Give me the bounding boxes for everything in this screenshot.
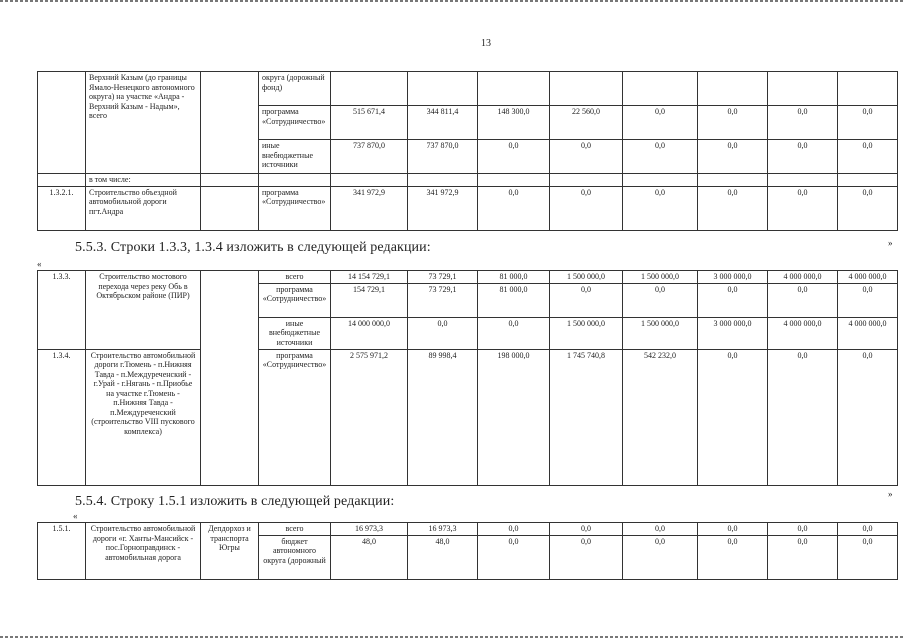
object-name: Строительство автомобильной дороги «г. Ханты-Мансийск - пос.Горноправдинск - автомобильная дорога [86, 523, 201, 580]
row-number: 1.3.3. [38, 271, 86, 350]
funding-source: программа «Сотрудничество» [259, 349, 331, 485]
table-continuation-1-3-2 [37, 71, 898, 231]
funding-source: программа «Сотрудничество» [259, 106, 331, 140]
table-row: иные внебюджетные источники 14 000 000,0 0,0 0,0 1 500 000,0 1 500 000,0 3 000 000,0 4 000 000,0 4 000 000,0 [38, 317, 898, 349]
table-row: иные внебюджетные источники 737 870,0 737 870,0 0,0 0,0 0,0 0,0 0,0 0,0 [38, 140, 898, 174]
object-name: Строительство автомобильной дороги г.Тюмень - п.Нижняя Тавда - п.Междуреченский - г.Урай - г.Нягань - п.Приобье на участке г.Тюмень - п.Нижняя Тавда - п.Междуреченский (строительство VIII пускового комплекса) [86, 349, 201, 485]
table-row: 1.3.3. Строительство мостового перехода через реку Обь в Октябрьском районе (ПИР) всего 14 154 729,1 73 729,1 81 000,0 1 500 000,0 1 500 000,0 3 000 000,0 4 000 000,0 4 000 000,0 [38, 271, 898, 284]
table-rows-1-3-3-1-3-4 [37, 270, 898, 486]
object-name: Строительство мостового перехода через реку Обь в Октябрьском районе (ПИР) [86, 271, 201, 350]
closing-quote: » [888, 489, 893, 499]
funding-source: программа «Сотрудничество» [259, 186, 331, 230]
table-row [38, 174, 898, 187]
table-row-1-5-1 [37, 522, 898, 580]
row-number: 1.3.4. [38, 349, 86, 485]
table-row: 1.3.4. Строительство автомобильной дороги г.Тюмень - п.Нижняя Тавда - п.Междуреченский - г.Урай - г.Нягань - п.Приобье на участке г.Тюмень - п.Нижняя Тавда - п.Междуреченский (строительство VIII пускового комплекса) программа «Сотрудничество» 2 575 971,2 89 998,4 198 000,0 1 745 740,8 542 232,0 0,0 0,0 0,0 [38, 349, 898, 485]
object-name: Строительство объездной автомобильной дороги пгт.Андра [86, 186, 201, 230]
table-row: программа «Сотрудничество» 515 671,4 344 811,4 148 300,0 22 560,0 0,0 0,0 0,0 0,0 [38, 106, 898, 140]
executor: Депдорхоз и транспорта Югры [201, 523, 259, 580]
table-row [38, 72, 898, 106]
table-row: 1.5.1. Строительство автомобильной дороги «г. Ханты-Мансийск - пос.Горноправдинск - автомобильная дорога Депдорхоз и транспорта Югры всего 16 973,3 16 973,3 0,0 0,0 0,0 0,0 0,0 0,0 [38, 523, 898, 536]
funding-source: всего [259, 523, 331, 536]
subheading-including: в том числе: [86, 174, 201, 187]
section-heading-5-5-3: 5.5.3. Строки 1.3.3, 1.3.4 изложить в следующей редакции: [75, 240, 431, 255]
row-number: 1.5.1. [38, 523, 86, 580]
object-name: Верхний Казым (до границы Ямало-Ненецкого автономного округа) на участке «Андра - Верхний Казым - Надым», всего [86, 72, 201, 174]
table-row: программа «Сотрудничество» 154 729,1 73 729,1 81 000,0 0,0 0,0 0,0 0,0 0,0 [38, 283, 898, 317]
opening-quote: « [73, 511, 78, 521]
funding-source: иные внебюджетные источники [259, 140, 331, 174]
row-number: 1.3.2.1. [38, 186, 86, 230]
page-number: 13 [481, 38, 491, 49]
funding-source: бюджет автономного округа (дорожный [259, 535, 331, 579]
table-row: бюджет автономного округа (дорожный 48,0 48,0 0,0 0,0 0,0 0,0 0,0 0,0 [38, 535, 898, 579]
section-heading-5-5-4: 5.5.4. Строку 1.5.1 изложить в следующей редакции: [75, 494, 395, 509]
closing-quote: » [888, 238, 893, 248]
funding-source: иные внебюджетные источники [259, 317, 331, 349]
top-scan-edge [0, 0, 905, 2]
funding-source: программа «Сотрудничество» [259, 283, 331, 317]
funding-source: округа (дорожный фонд) [259, 72, 331, 106]
opening-quote: « [37, 259, 42, 269]
funding-source: всего [259, 271, 331, 284]
table-row: 1.3.2.1. Строительство объездной автомобильной дороги пгт.Андра программа «Сотрудничество» 341 972,9 341 972,9 0,0 0,0 0,0 0,0 0,0 0,0 [38, 186, 898, 230]
bottom-scan-edge [0, 636, 905, 638]
